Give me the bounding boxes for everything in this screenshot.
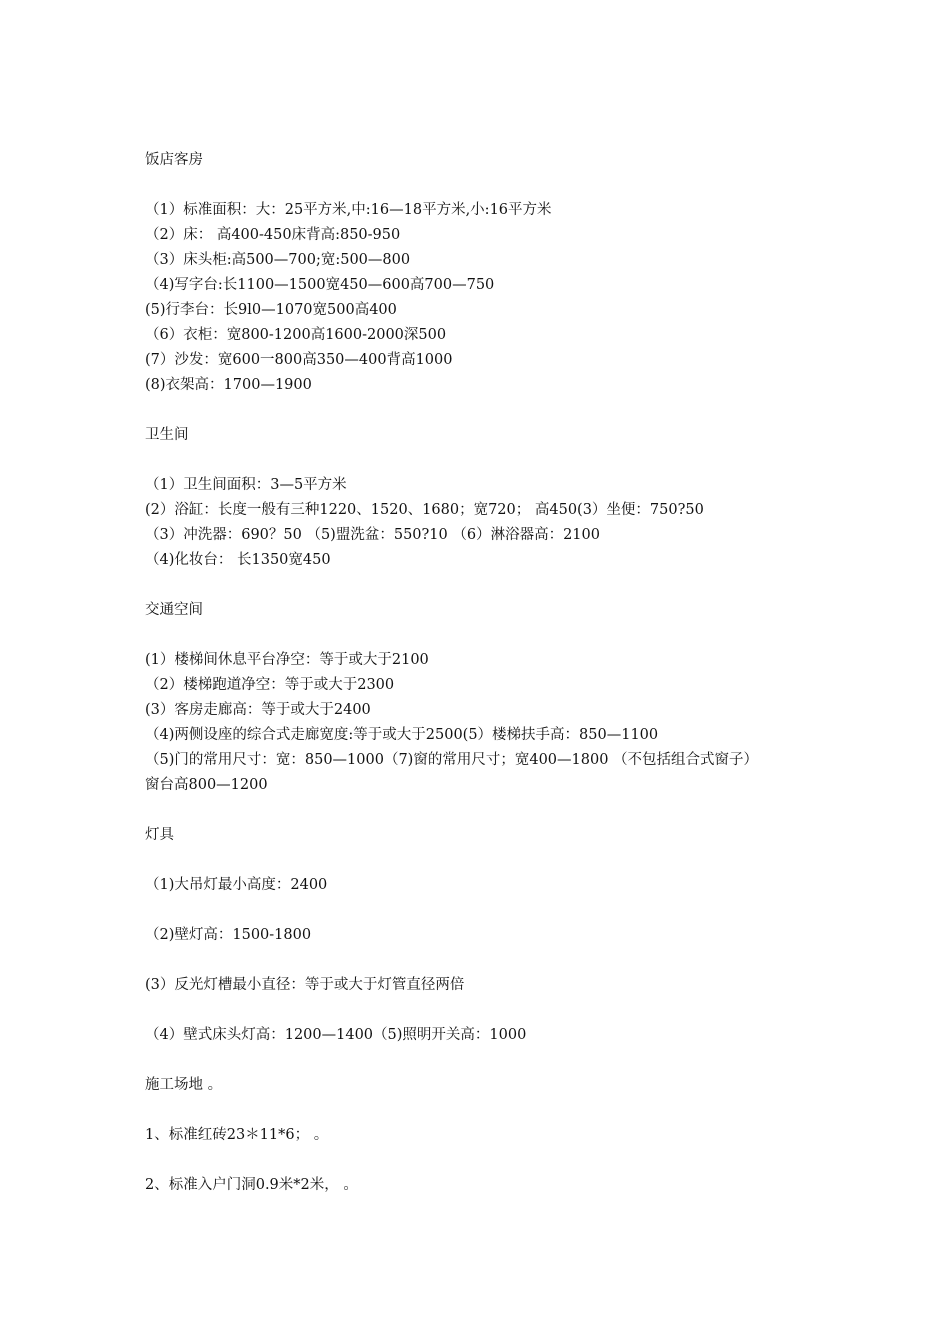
site-item-1: 1、标准红砖23＊11*6； 。 [145, 1127, 329, 1143]
lamps-item-1: （1)大吊灯最小高度：2400 [145, 877, 328, 893]
lamps-item-2: （2)壁灯高：1500-1800 [145, 927, 312, 943]
lamps-item-4: （4）壁式床头灯高：1200—1400（5)照明开关高：1000 [145, 1027, 527, 1043]
circulation-line-2: （2）楼梯跑道净空：等于或大于2300 [145, 677, 395, 693]
hotel-room-line-8: (8)衣架高：1700—1900 [145, 377, 312, 393]
circulation-line-6: 窗台高800—1200 [145, 777, 268, 793]
bathroom-line-3: （3）冲洗器：690？50 （5)盟洗盆：550?10 （6）淋浴器高：2100 [145, 527, 600, 543]
hotel-room-line-5: (5)行李台：长9l0—1070宽500高400 [145, 302, 397, 318]
section-title-site: 施工场地 。 [145, 1077, 223, 1093]
lamps-item-3: (3）反光灯槽最小直径：等于或大于灯管直径两倍 [145, 977, 465, 993]
hotel-room-line-3: （3）床头柜:高500—700;宽:500—800 [145, 252, 411, 268]
section-title-lamps: 灯具 [145, 827, 174, 843]
circulation-line-1: (1）楼梯间休息平台净空：等于或大于2100 [145, 652, 429, 668]
bathroom-line-1: （1）卫生间面积：3—5平方米 [145, 477, 347, 493]
site-item-2: 2、标准入户门洞0.9米*2米， 。 [145, 1177, 358, 1193]
hotel-room-line-2: （2）床： 高400-450床背高:850-950 [145, 227, 401, 243]
hotel-room-line-4: （4)写字台:长1100—1500宽450—600高700—750 [145, 277, 495, 293]
section-title-circulation: 交通空间 [145, 602, 203, 618]
bathroom-line-4: （4)化妆台： 长1350宽450 [145, 552, 331, 568]
hotel-room-line-1: （1）标准面积：大：25平方米,中:16—18平方米,小:16平方米 [145, 202, 552, 218]
circulation-line-4: （4)两侧设座的综合式走廊宽度:等于或大于2500(5）楼梯扶手高：850—1100 [145, 727, 659, 743]
section-title-bathroom: 卫生间 [145, 427, 189, 443]
document-page [145, 148, 817, 1198]
bathroom-line-2: (2）浴缸：长度一般有三种1220、1520、1680；宽720； 高450(3）坐便：750?50 [145, 502, 704, 518]
hotel-room-line-7: (7）沙发：宽600一800高350—400背高1000 [145, 352, 453, 368]
circulation-line-3: (3）客房走廊高：等于或大于2400 [145, 702, 371, 718]
section-title-hotel-room: 饭店客房 [145, 152, 203, 168]
hotel-room-line-6: （6）衣柜：宽800-1200高1600-2000深500 [145, 327, 447, 343]
circulation-line-5: （5)门的常用尺寸：宽：850—1000（7)窗的常用尺寸；宽400—1800 （不包括组合式窗子） [145, 752, 759, 768]
